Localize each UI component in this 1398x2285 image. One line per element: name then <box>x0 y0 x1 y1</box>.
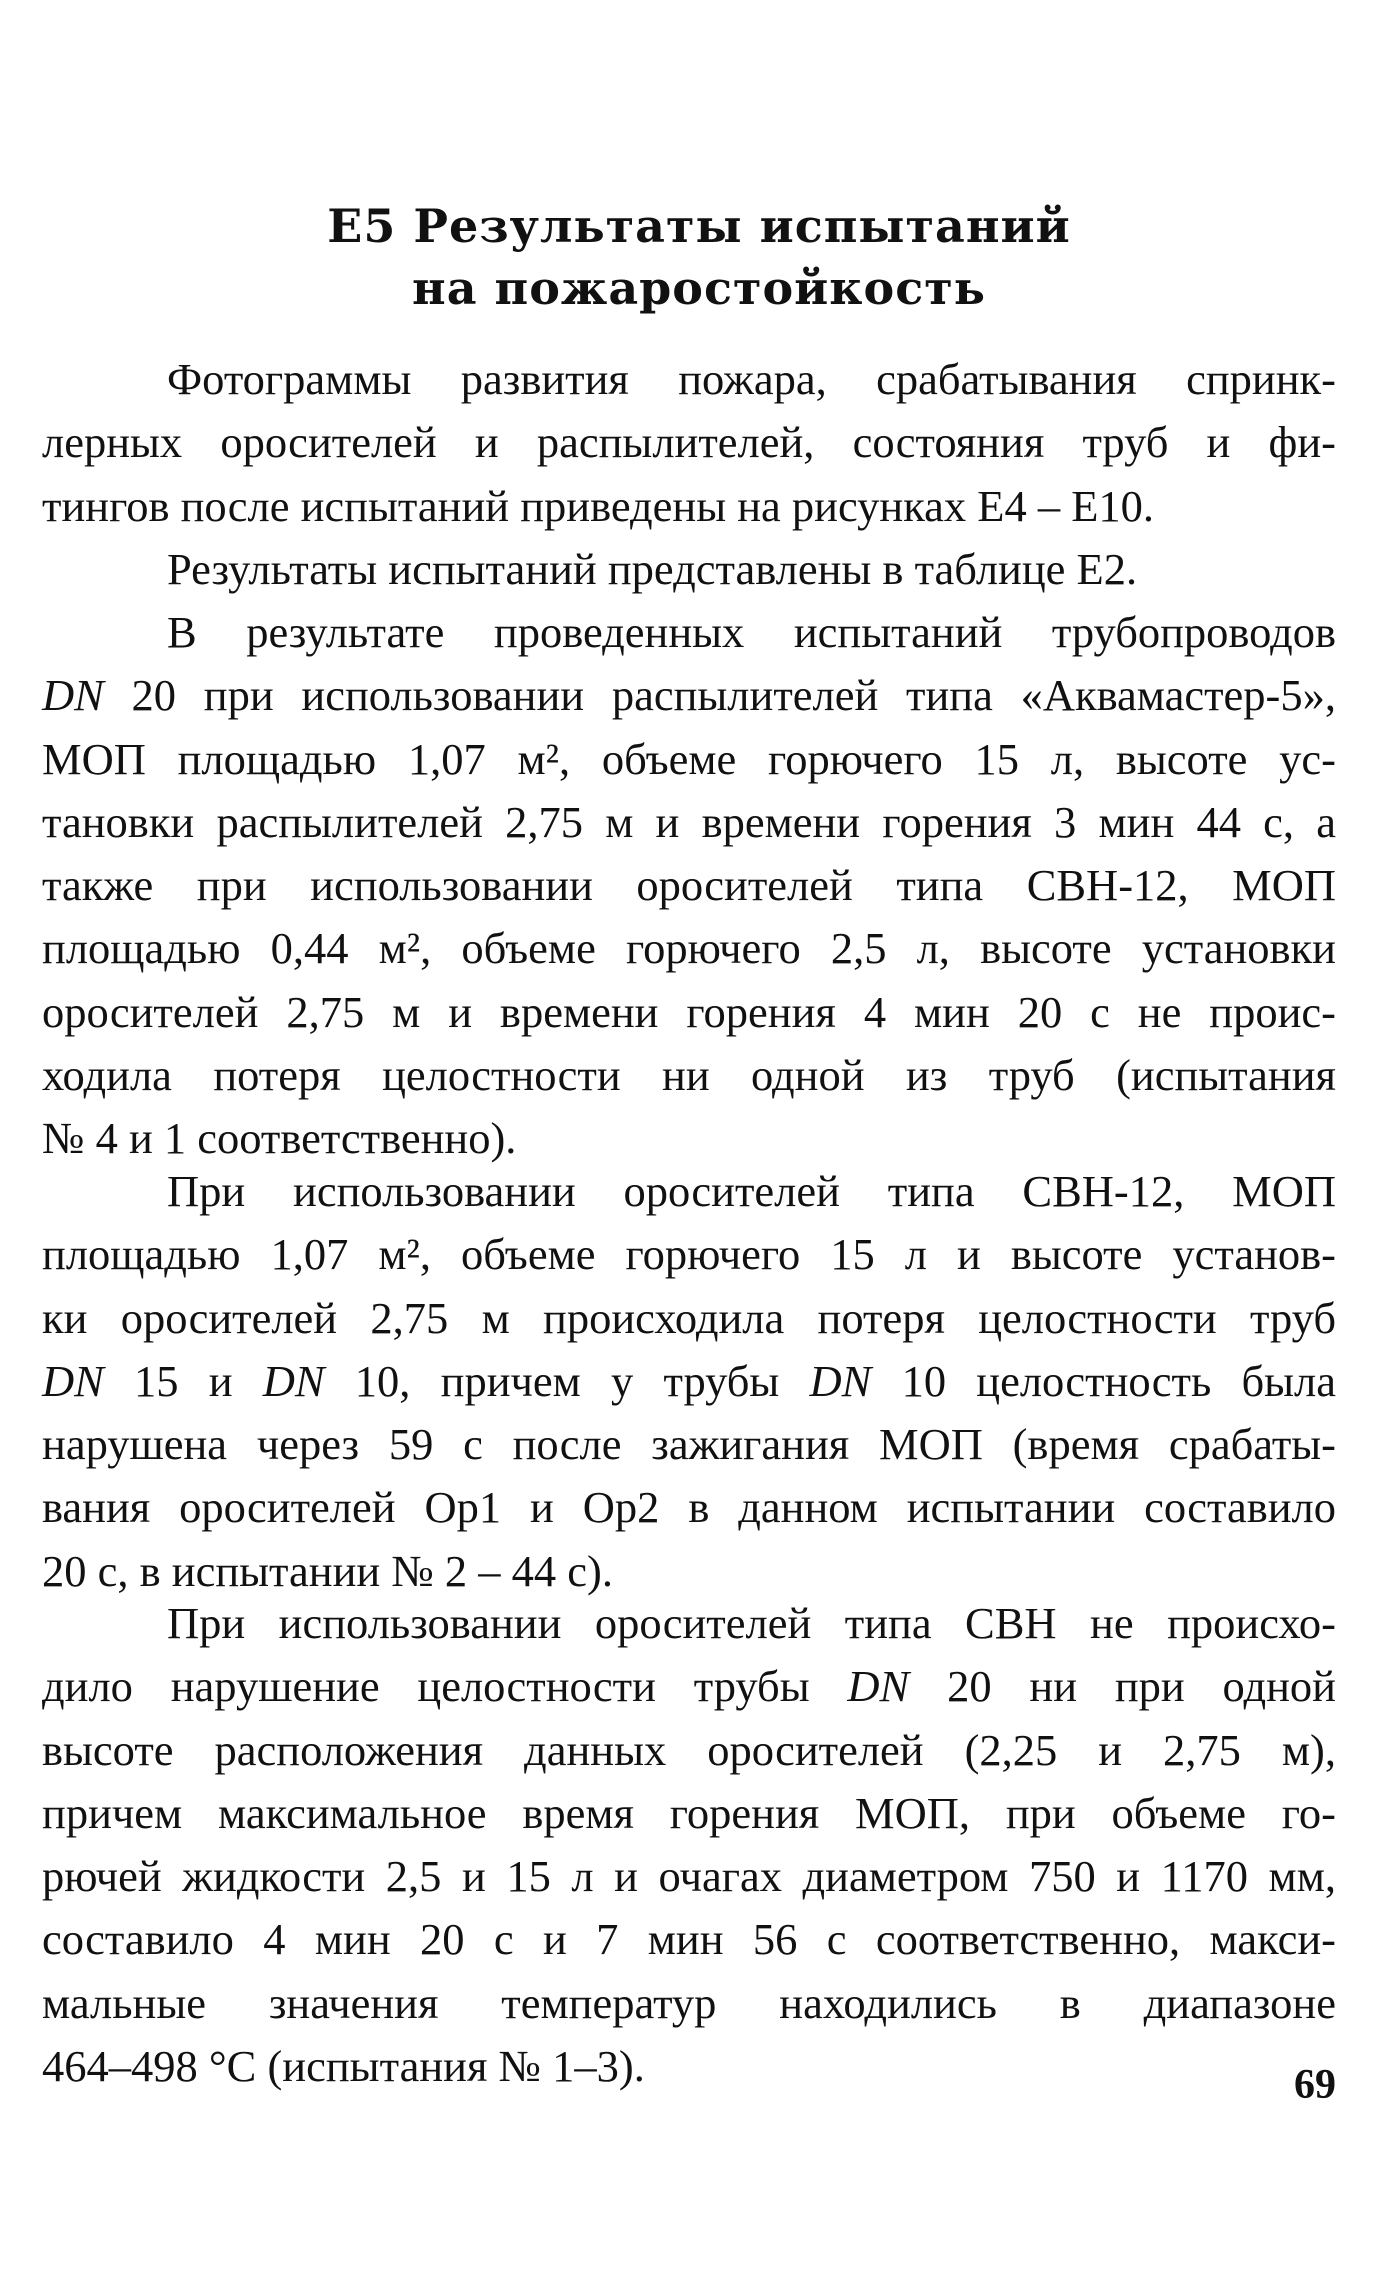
text-line: тингов после испытаний приведены на рисунках Е4 – Е10. <box>42 480 1155 531</box>
paragraph-5 <box>42 1592 1336 2098</box>
text-line: вания оросителей Ор1 и Ор2 в данном испытании составило <box>42 1482 1336 1533</box>
text-line: составило 4 мин 20 с и 7 мин 56 с соответственно, макси- <box>42 1914 1336 1965</box>
text-line: мальные значения температур находились в диапазоне <box>42 1977 1336 2028</box>
text-line: Фотограммы развития пожара, срабатывания спринк- <box>167 354 1336 404</box>
text-line: При использовании оросителей типа СВН-12, МОП <box>167 1166 1336 1216</box>
section-heading <box>0 195 1398 319</box>
text-line: высоте расположения данных оросителей (2,25 и 2,75 м), <box>42 1724 1336 1775</box>
text-line: причем максимальное время горения МОП, при объеме го- <box>42 1787 1336 1838</box>
text-line: 464–498 °С (испытания № 1–3). <box>42 2041 645 2092</box>
text-line: ки оросителей 2,75 м происходила потеря целостности труб <box>42 1292 1336 1343</box>
paragraph-2 <box>42 538 1336 601</box>
text-line: рючей жидкости 2,5 и 15 л и очагах диаметром 750 и 1170 мм, <box>42 1851 1336 1902</box>
text-line: дило нарушение целостности трубы DN 20 ни при одной <box>42 1661 1336 1712</box>
page-number: 69 <box>1294 2062 1336 2108</box>
text-line: 20 с, в испытании № 2 – 44 с). <box>42 1545 614 1596</box>
text-line: также при использовании оросителей типа СВН-12, МОП <box>42 860 1336 911</box>
text-line: Результаты испытаний представлены в таблице Е2. <box>167 544 1138 594</box>
text-line: тановки распылителей 2,75 м и времени горения 3 мин 44 с, а <box>42 796 1336 847</box>
text-line: оросителей 2,75 м и времени горения 4 мин 20 с не проис- <box>42 986 1336 1037</box>
text-line: площадью 0,44 м², объеме горючего 2,5 л, высоте установки <box>42 923 1336 974</box>
text-line: МОП площадью 1,07 м², объеме горючего 15 л, высоте ус- <box>42 733 1336 784</box>
paragraph-3 <box>42 601 1336 1171</box>
paragraph-4 <box>42 1160 1336 1603</box>
heading-line-2: на пожаростойкость <box>412 261 986 315</box>
text-line: площадью 1,07 м², объеме горючего 15 л и высоте установ- <box>42 1229 1336 1280</box>
text-line: При использовании оросителей типа СВН не происхо- <box>167 1598 1336 1648</box>
text-line: DN 15 и DN 10, причем у трубы DN 10 целостность была <box>42 1355 1336 1406</box>
text-line: ходила потеря целостности ни одной из труб (испытания <box>42 1050 1336 1101</box>
heading-line-1: Е5 Результаты испытаний <box>327 199 1071 253</box>
text-line: лерных оросителей и распылителей, состояния труб и фи- <box>42 417 1336 468</box>
paragraph-1 <box>42 348 1336 538</box>
text-line: № 4 и 1 соответственно). <box>42 1113 517 1164</box>
text-line: В результате проведенных испытаний трубопроводов <box>167 607 1336 657</box>
text-line: DN 20 при использовании распылителей типа «Аквамастер-5», <box>42 670 1336 721</box>
text-line: нарушена через 59 с после зажигания МОП (время срабаты- <box>42 1419 1336 1470</box>
